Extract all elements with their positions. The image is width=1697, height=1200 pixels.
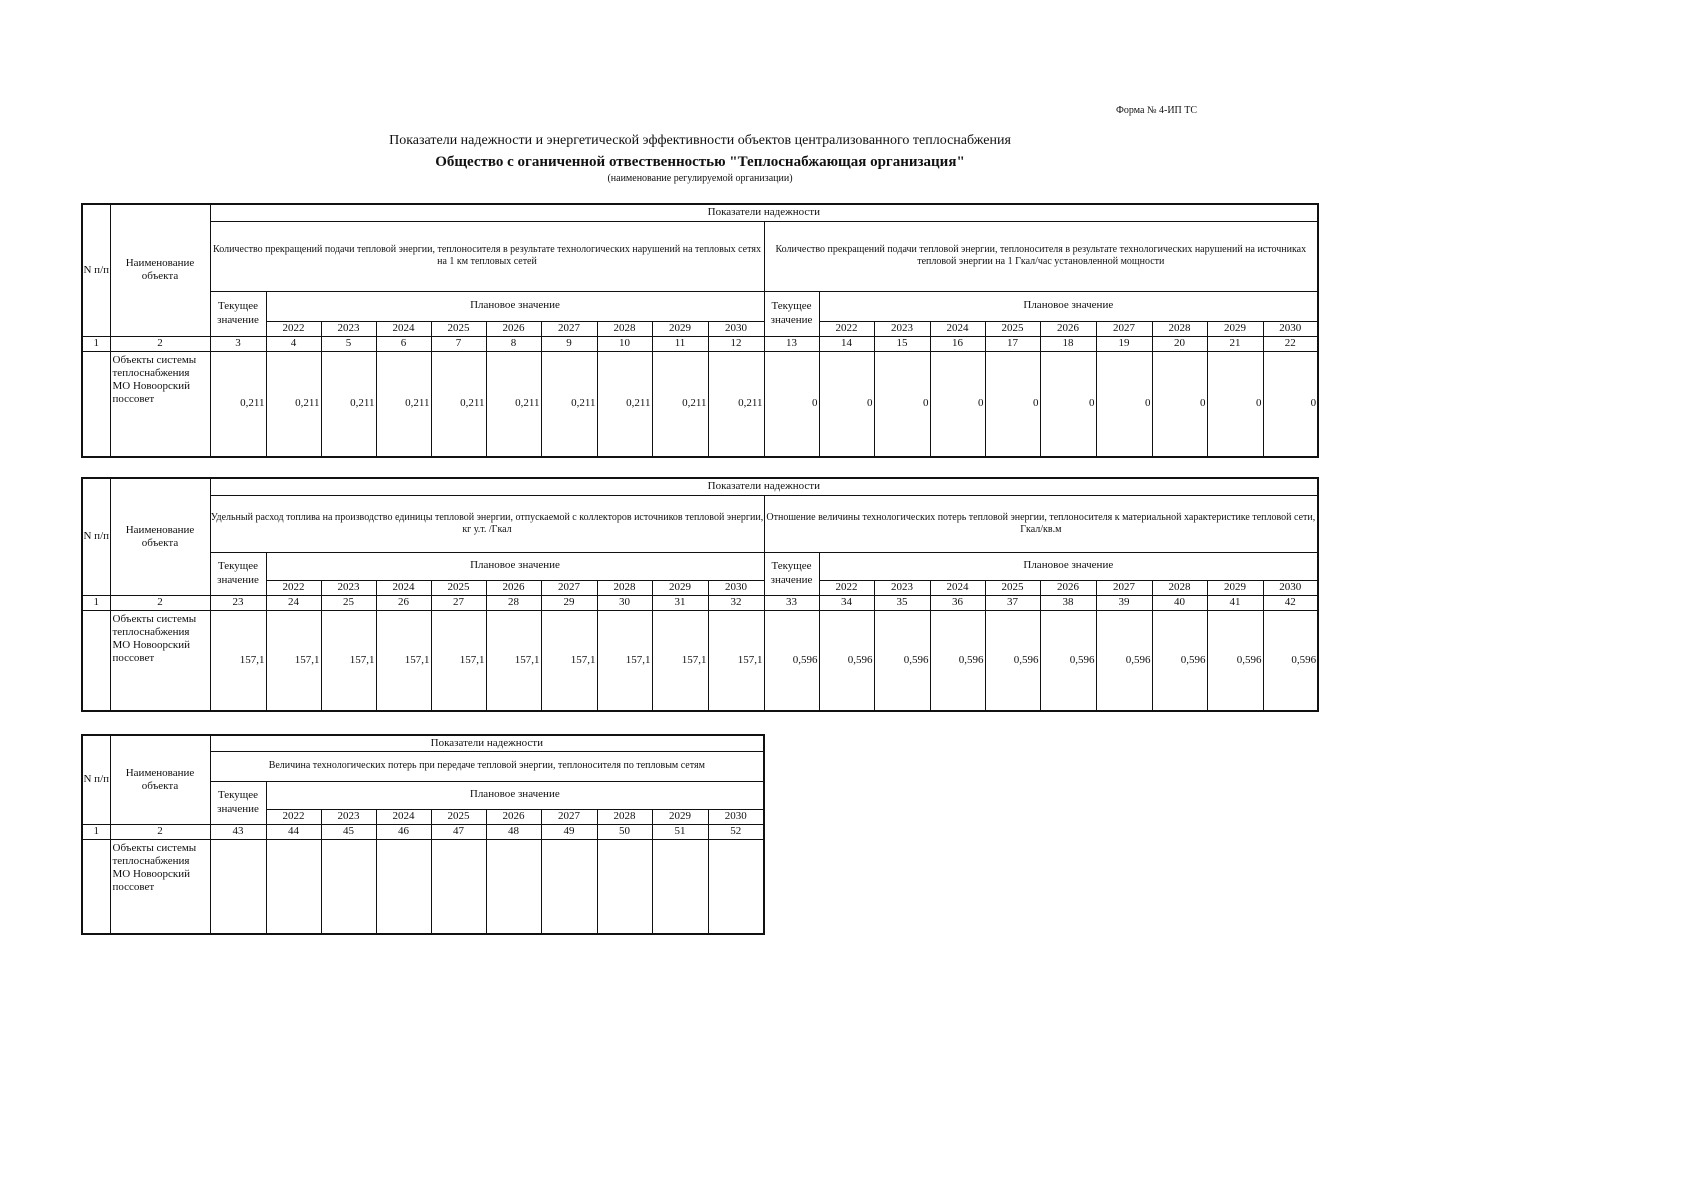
value-cell: 157,1 [486, 610, 541, 711]
year-header: 2027 [541, 580, 597, 595]
year-header: 2028 [597, 580, 652, 595]
indicators-table-1 [81, 203, 1319, 458]
year-header: 2026 [486, 321, 541, 336]
year-header: 2025 [431, 809, 486, 824]
value-cell [376, 839, 431, 934]
column-number: 50 [597, 824, 652, 839]
table-row [82, 610, 1318, 711]
planned-value-header: Плановое значение [266, 291, 764, 321]
value-cell [431, 839, 486, 934]
value-cell: 0 [819, 351, 874, 457]
value-cell: 157,1 [541, 610, 597, 711]
value-cell [597, 839, 652, 934]
value-cell: 0 [930, 351, 985, 457]
object-name: Объекты системы теплоснабжения МО Новоорский поссовет [110, 610, 210, 711]
object-name-header: Наименование объекта [110, 478, 210, 595]
column-number: 47 [431, 824, 486, 839]
value-cell: 157,1 [652, 610, 708, 711]
column-number: 32 [708, 595, 764, 610]
table-row [82, 839, 764, 934]
value-cell: 0,211 [486, 351, 541, 457]
indicator-header-right: Отношение величины технологических потерь тепловой энергии, теплоносителя к материальной характеристике тепловой сети, Гкал/кв.м [764, 495, 1318, 552]
year-header: 2026 [1040, 580, 1096, 595]
row-number [82, 839, 110, 934]
column-number: 18 [1040, 336, 1096, 351]
value-cell: 0 [985, 351, 1040, 457]
year-header: 2030 [708, 580, 764, 595]
column-number: 48 [486, 824, 541, 839]
column-number: 4 [266, 336, 321, 351]
year-header: 2025 [431, 321, 486, 336]
value-cell: 0 [1152, 351, 1207, 457]
year-header: 2024 [376, 809, 431, 824]
column-number: 25 [321, 595, 376, 610]
table-row [82, 351, 1318, 457]
value-cell: 157,1 [321, 610, 376, 711]
value-cell [708, 839, 764, 934]
year-header: 2022 [266, 809, 321, 824]
column-number: 36 [930, 595, 985, 610]
column-number: 34 [819, 595, 874, 610]
year-header: 2024 [376, 580, 431, 595]
planned-value-header: Плановое значение [819, 552, 1318, 580]
current-value-header: Текущее значение [210, 552, 266, 595]
value-cell: 0,596 [1263, 610, 1318, 711]
year-header: 2027 [541, 321, 597, 336]
row-number [82, 351, 110, 457]
value-cell [486, 839, 541, 934]
column-number: 35 [874, 595, 930, 610]
column-number: 5 [321, 336, 376, 351]
column-number: 2 [110, 336, 210, 351]
column-number: 1 [82, 336, 110, 351]
value-cell [652, 839, 708, 934]
indicator-header-left: Величина технологических потерь при передаче тепловой энергии, теплоносителя по тепловым сетям [210, 751, 764, 781]
year-header: 2027 [1096, 321, 1152, 336]
column-number: 17 [985, 336, 1040, 351]
value-cell: 0,596 [819, 610, 874, 711]
year-header: 2023 [321, 321, 376, 336]
column-number: 6 [376, 336, 431, 351]
column-number: 12 [708, 336, 764, 351]
column-number: 31 [652, 595, 708, 610]
value-cell: 0,596 [985, 610, 1040, 711]
n-header: N п/п [82, 204, 110, 336]
value-cell: 0,211 [321, 351, 376, 457]
value-cell [210, 839, 266, 934]
value-cell: 0 [1040, 351, 1096, 457]
value-cell: 157,1 [266, 610, 321, 711]
column-number: 14 [819, 336, 874, 351]
column-number: 2 [110, 595, 210, 610]
group-header: Показатели надежности [210, 735, 764, 751]
value-cell: 157,1 [597, 610, 652, 711]
value-cell: 157,1 [431, 610, 486, 711]
value-cell: 157,1 [376, 610, 431, 711]
column-number-row [82, 336, 1318, 351]
object-name-header: Наименование объекта [110, 735, 210, 824]
column-number: 11 [652, 336, 708, 351]
value-cell: 0,596 [1207, 610, 1263, 711]
current-value-header: Текущее значение [210, 291, 266, 336]
column-number: 41 [1207, 595, 1263, 610]
value-cell: 0,596 [930, 610, 985, 711]
year-header: 2025 [985, 580, 1040, 595]
row-number [82, 610, 110, 711]
group-header: Показатели надежности [210, 478, 1318, 495]
year-header: 2026 [1040, 321, 1096, 336]
column-number: 40 [1152, 595, 1207, 610]
column-number: 15 [874, 336, 930, 351]
column-number: 8 [486, 336, 541, 351]
column-number: 46 [376, 824, 431, 839]
value-cell [321, 839, 376, 934]
year-header: 2030 [1263, 321, 1318, 336]
column-number: 42 [1263, 595, 1318, 610]
form-number: Форма № 4-ИП ТС [1116, 105, 1198, 116]
year-header: 2026 [486, 809, 541, 824]
column-number: 39 [1096, 595, 1152, 610]
indicator-header-left: Количество прекращений подачи тепловой энергии, теплоносителя в результате технологических нарушений на тепловых сетях на 1 км тепловых сетей [210, 221, 764, 291]
object-name: Объекты системы теплоснабжения МО Новоорский поссовет [110, 839, 210, 934]
column-number: 45 [321, 824, 376, 839]
planned-value-header: Плановое значение [819, 291, 1318, 321]
year-header: 2024 [930, 580, 985, 595]
year-header: 2027 [541, 809, 597, 824]
column-number: 24 [266, 595, 321, 610]
year-header: 2025 [985, 321, 1040, 336]
value-cell [541, 839, 597, 934]
year-header: 2029 [1207, 321, 1263, 336]
value-cell: 0,596 [874, 610, 930, 711]
year-header: 2022 [819, 580, 874, 595]
column-number: 27 [431, 595, 486, 610]
current-value-header: Текущее значение [764, 291, 819, 336]
year-header: 2028 [1152, 321, 1207, 336]
column-number: 10 [597, 336, 652, 351]
year-header: 2029 [1207, 580, 1263, 595]
year-header: 2022 [266, 321, 321, 336]
object-name-header: Наименование объекта [110, 204, 210, 336]
column-number: 26 [376, 595, 431, 610]
column-number: 43 [210, 824, 266, 839]
column-number: 1 [82, 595, 110, 610]
column-number: 7 [431, 336, 486, 351]
planned-value-header: Плановое значение [266, 781, 764, 809]
value-cell: 0,596 [1096, 610, 1152, 711]
value-cell: 0,596 [764, 610, 819, 711]
year-header: 2030 [708, 321, 764, 336]
value-cell: 0 [874, 351, 930, 457]
column-number: 3 [210, 336, 266, 351]
column-number: 28 [486, 595, 541, 610]
column-number: 51 [652, 824, 708, 839]
year-header: 2029 [652, 809, 708, 824]
year-header: 2024 [376, 321, 431, 336]
indicator-header-left: Удельный расход топлива на производство единицы тепловой энергии, отпускаемой с коллекторов источников тепловой энергии, кг у.т. /Гкал [210, 495, 764, 552]
year-header: 2030 [1263, 580, 1318, 595]
planned-value-header: Плановое значение [266, 552, 764, 580]
column-number: 29 [541, 595, 597, 610]
current-value-header: Текущее значение [764, 552, 819, 595]
column-number: 22 [1263, 336, 1318, 351]
value-cell: 0,211 [597, 351, 652, 457]
value-cell: 0 [1096, 351, 1152, 457]
column-number: 30 [597, 595, 652, 610]
value-cell: 0,211 [541, 351, 597, 457]
value-cell: 0,596 [1152, 610, 1207, 711]
value-cell: 0 [764, 351, 819, 457]
column-number: 13 [764, 336, 819, 351]
value-cell: 0,596 [1040, 610, 1096, 711]
year-header: 2029 [652, 321, 708, 336]
value-cell: 157,1 [708, 610, 764, 711]
year-header: 2023 [874, 321, 930, 336]
value-cell: 0,211 [266, 351, 321, 457]
year-header: 2025 [431, 580, 486, 595]
object-name: Объекты системы теплоснабжения МО Новоорский поссовет [110, 351, 210, 457]
column-number: 19 [1096, 336, 1152, 351]
indicators-table-2 [81, 477, 1319, 712]
year-header: 2028 [1152, 580, 1207, 595]
organization-name: Общество с оганиченной отвественностью "Теплоснабжающая организация" [435, 154, 965, 170]
year-header: 2028 [597, 321, 652, 336]
group-header: Показатели надежности [210, 204, 1318, 221]
year-header: 2022 [819, 321, 874, 336]
value-cell: 0 [1207, 351, 1263, 457]
n-header: N п/п [82, 735, 110, 824]
value-cell: 0,211 [431, 351, 486, 457]
column-number: 9 [541, 336, 597, 351]
year-header: 2026 [486, 580, 541, 595]
year-header: 2027 [1096, 580, 1152, 595]
column-number: 33 [764, 595, 819, 610]
year-header: 2029 [652, 580, 708, 595]
current-value-header: Текущее значение [210, 781, 266, 824]
column-number: 2 [110, 824, 210, 839]
value-cell: 0,211 [652, 351, 708, 457]
column-number: 49 [541, 824, 597, 839]
year-header: 2023 [321, 580, 376, 595]
column-number: 37 [985, 595, 1040, 610]
value-cell: 157,1 [210, 610, 266, 711]
year-header: 2023 [321, 809, 376, 824]
year-header: 2030 [708, 809, 764, 824]
column-number-row [82, 824, 764, 839]
year-header: 2024 [930, 321, 985, 336]
column-number: 16 [930, 336, 985, 351]
column-number-row [82, 595, 1318, 610]
value-cell [266, 839, 321, 934]
column-number: 1 [82, 824, 110, 839]
page-title: Показатели надежности и энергетической эффективности объектов централизованного теплоснабжения [389, 133, 1011, 148]
column-number: 23 [210, 595, 266, 610]
column-number: 44 [266, 824, 321, 839]
indicator-header-right: Количество прекращений подачи тепловой энергии, теплоносителя в результате технологических нарушений на источниках тепловой энергии на 1 Гкал/час установленной мощности [764, 221, 1318, 291]
value-cell: 0 [1263, 351, 1318, 457]
indicators-table-3 [81, 734, 765, 935]
n-header: N п/п [82, 478, 110, 595]
value-cell: 0,211 [210, 351, 266, 457]
column-number: 21 [1207, 336, 1263, 351]
organization-caption: (наименование регулируемой организации) [607, 173, 793, 184]
year-header: 2023 [874, 580, 930, 595]
value-cell: 0,211 [376, 351, 431, 457]
column-number: 52 [708, 824, 764, 839]
column-number: 38 [1040, 595, 1096, 610]
year-header: 2022 [266, 580, 321, 595]
value-cell: 0,211 [708, 351, 764, 457]
column-number: 20 [1152, 336, 1207, 351]
year-header: 2028 [597, 809, 652, 824]
